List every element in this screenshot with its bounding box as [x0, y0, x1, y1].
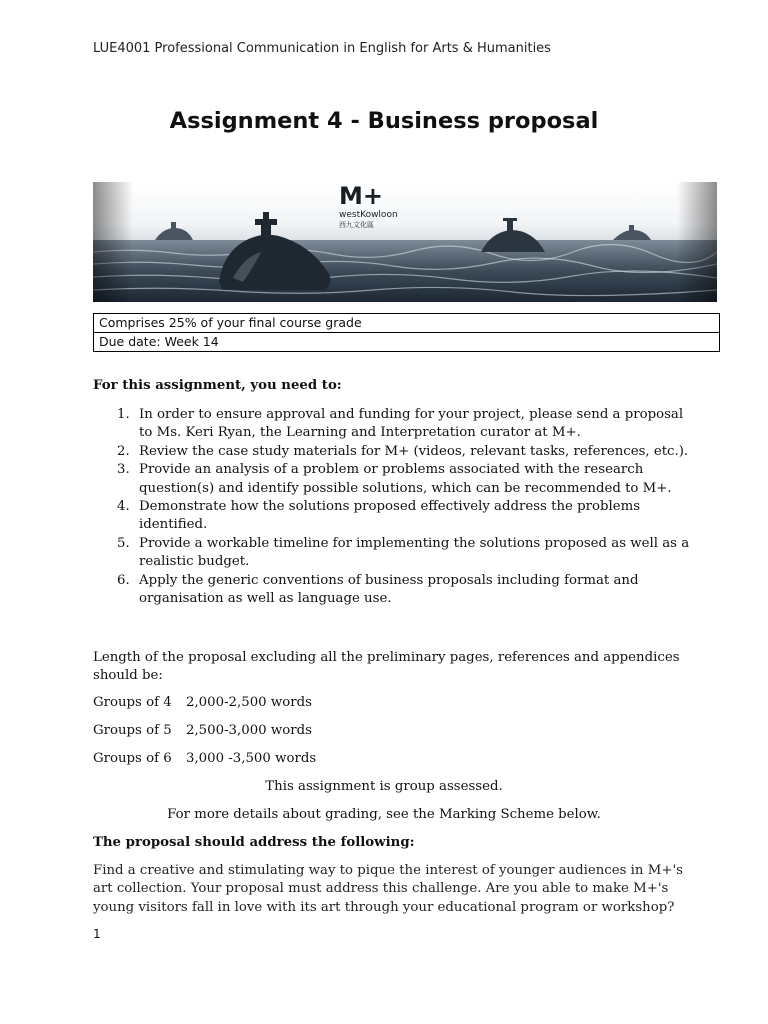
- svg-text:M+: M+: [339, 182, 383, 210]
- list-item: 4. Demonstrate how the solutions proposed effectively address the problems identified.: [117, 499, 641, 533]
- group-size-row: Groups of 6 3,000 -3,500 words: [93, 751, 317, 766]
- grade-weight-cell: Comprises 25% of your final course grade: [94, 314, 720, 333]
- grading-note: For more details about grading, see the Marking Scheme below.: [167, 807, 601, 822]
- group-size-row: Groups of 4 2,000-2,500 words: [93, 695, 312, 710]
- table-row: [94, 333, 720, 352]
- tasks-heading: For this assignment, you need to:: [93, 378, 342, 393]
- svg-text:westKowloon: westKowloon: [339, 210, 398, 220]
- assignment-info-table: [93, 313, 720, 352]
- page-number: 1: [93, 927, 101, 941]
- address-heading: The proposal should address the following:: [93, 835, 415, 850]
- group-assessed-note: This assignment is group assessed.: [265, 779, 503, 794]
- task-list: [93, 406, 693, 608]
- table-row: [94, 314, 720, 333]
- list-item: 2. Review the case study materials for M+ (videos, relevant tasks, references, etc.).: [117, 443, 689, 459]
- m-plus-banner-image: [93, 182, 717, 302]
- banner-illustration: [93, 182, 717, 302]
- list-item: 6. Apply the generic conventions of business proposals including format and organisation as well as language use.: [117, 572, 639, 607]
- group-size-row: Groups of 5 2,500-3,000 words: [93, 723, 312, 738]
- page-title: Assignment 4 - Business proposal: [169, 108, 599, 134]
- list-item: 1. In order to ensure approval and funding for your project, please send a proposal to Ms. Keri Ryan, the Learning and Interpretation curator at M+.: [117, 407, 684, 441]
- challenge-paragraph: Find a creative and stimulating way to pique the interest of younger audiences in M+'s art collection. Your proposal must address this challenge. Are you able to make M+'s young visitors fall in love with its art through your educational program or workshop?: [93, 863, 683, 915]
- length-intro: Length of the proposal excluding all the preliminary pages, references and appendices should be:: [93, 650, 680, 684]
- svg-text:西九文化區: 西九文化區: [339, 221, 374, 229]
- list-item: 5. Provide a workable timeline for implementing the solutions proposed as well as a realistic budget.: [117, 535, 690, 570]
- course-header: LUE4001 Professional Communication in English for Arts & Humanities: [93, 41, 551, 56]
- list-item: 3. Provide an analysis of a problem or problems associated with the research question(s) and identify possible solutions, which can be recommended to M+.: [117, 462, 672, 496]
- due-date-cell: Due date: Week 14: [94, 333, 720, 352]
